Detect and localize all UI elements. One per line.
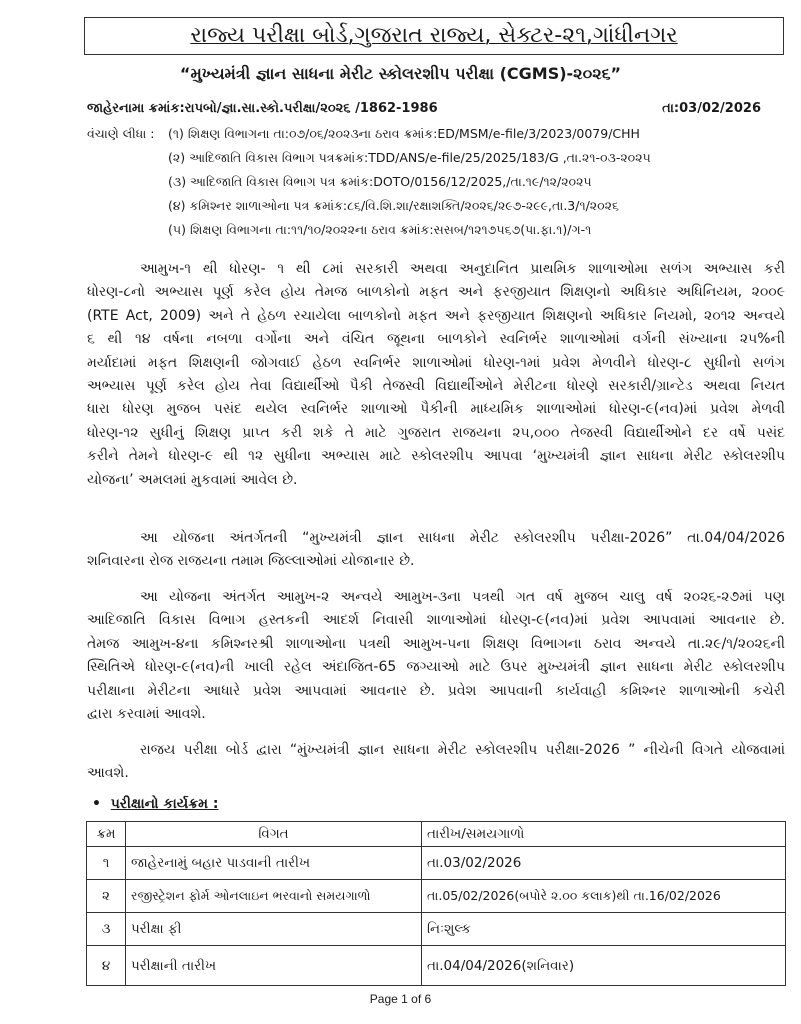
notice-number: જાહેરનામા ક્રમાંક:રાપબો/જ્ઞા.સા.સ્કો.પરીક્ષા/૨૦૨૬ /1862-1986 [87, 101, 438, 116]
reference-item: (૧) શિક્ષણ વિભાગના તા:૦૭/૦૬/૨૦૨૩ના ઠરાવ ક્રમાંક:ED/MSM/e-file/3/2023/0079/CHH [168, 126, 640, 141]
row-date: તા.05/02/2026(બપોરે ૨.૦૦ કલાક)થી તા.16/02/2026 [422, 880, 786, 913]
paragraph-line: આ યોજના અંતર્ગત આમુખ-૨ અન્વયે આમુખ-૩ના પત્રથી ગત વર્ષ મુજબ ચાલુ વર્ષ ૨૦૨૬-૨૭માં પણ [140, 589, 785, 605]
table-row [87, 913, 786, 946]
column-header: ક્રમ [87, 822, 126, 847]
schedule-table [86, 821, 786, 986]
paragraph-line: અભ્યાસ પૂર્ણ કરેલ હોય તેવા વિદ્યાર્થીઓ પૈકી તેજસ્વી વિદ્યાર્થીઓને મેરીટના ધોરણે સરકારી/ગ્રાન્ટેડ અથવા નિયત [87, 378, 785, 394]
column-header: તારીખ/સમયગાળો [422, 822, 786, 847]
paragraph-line: આ યોજના અંતર્ગતની “મુખ્યમંત્રી જ્ઞાન સાધના મેરીટ સ્કોલરશીપ પરીક્ષા-2026” તા.04/04/2026 [140, 530, 785, 546]
table-row [87, 847, 786, 880]
paragraph-line: પરીક્ષાના મેરીટના આધારે પ્રવેશ આપવામાં આવનાર છે. પ્રવેશ આપવાની કાર્યવાહી કમિશ્નર શાળાઓની કચેરી [87, 682, 785, 699]
paragraph-line: મર્યાદામાં મફત શિક્ષણની જોગવાઈ હેઠળ સ્વનિર્ભર શાળાઓમાં ધોરણ-૧માં પ્રવેશ મેળવીને ધોરણ-૮ સુધીનો સળંગ [87, 354, 785, 371]
paragraph-line: આદિજાતિ વિકાસ વિભાગ હસ્તકની આદર્શ નિવાસી શાળાઓમાં ધોરણ-૯(નવ)માં પ્રવેશ આપવામાં આવનાર છે. [87, 612, 785, 629]
row-number: ૩ [87, 913, 126, 946]
row-date: તા.03/02/2026 [422, 847, 786, 880]
row-date: નિઃશુલ્ક [422, 913, 786, 946]
paragraph-line: ધોરણ-૧૨ સુધીનું શિક્ષણ પ્રાપ્ત કરી શકે તે માટે ગુજરાત રાજયના ૨૫,૦૦૦ તેજસ્વી વિદ્યાર્થીઓને દર વર્ષે પસંદ [87, 424, 785, 441]
row-detail: પરીક્ષાની તારીખ [126, 946, 422, 986]
row-detail: જાહેરનામું બહાર પાડવાની તારીખ [126, 847, 422, 880]
row-number: ૨ [87, 880, 126, 913]
paragraph-line: ૬ થી ૧૪ વર્ષના નબળા વર્ગોના અને વંચિત જૂથના બાળકોને સ્વનિર્ભર શાળાઓમાં વર્ગની સંખ્યાના ૨૫%ની [87, 331, 785, 348]
row-number: ૧ [87, 847, 126, 880]
paragraph-line: રાજય પરીક્ષા બોર્ડ દ્વારા “મુંખ્યમંત્રી જ્ઞાન સાધના મેરીટ સ્કોલરશીપ પરીક્ષા-2026 ” નીચેની વિગતે યોજવામાં [140, 742, 785, 758]
references-label: વંચાણે લીધા : [87, 126, 155, 141]
reference-item: (૩) આદિજાતિ વિકાસ વિભાગ પત્ર ક્રમાંક:DOTO/0156/12/2025,/તા.૧૯/૧૨/૨૦૨૫ [168, 174, 592, 189]
paragraph-line: તેમજ આમુખ-૪ના કમિશ્નરશ્રી શાળાઓના પત્રથી આમુખ-૫ના શિક્ષણ વિભાગના ઠરાવ અન્વયે તા.૨૯/૧/૨૦૨૬ની [87, 635, 785, 652]
table-header-row [87, 822, 786, 847]
bullet: • [92, 796, 101, 812]
table-row [87, 946, 786, 986]
row-detail: પરીક્ષા ફી [126, 913, 422, 946]
schedule-heading-label: પરીક્ષાનો કાર્યક્રમ : [110, 796, 219, 812]
paragraph-line: ધોરણ-૮નો અભ્યાસ પૂર્ણ કરેલ હોય તેમજ બાળકોનો મફત અને ફરજીયાત શિક્ષણનો અધિકાર અધિનિયમ, ૨૦૦૯ [87, 284, 785, 301]
row-detail: રજીસ્ટ્રેશન ફોર્મ ઓનલાઇન ભરવાનો સમયગાળો [126, 880, 422, 913]
paragraph-line: આવશે. [87, 765, 129, 782]
page-number: Page 1 of 6 [369, 992, 432, 1006]
row-date: તા.04/04/2026(શનિવાર) [422, 946, 786, 986]
reference-item: (૪) કમિશ્નર શાળાઓના પત્ર ક્રમાંક:૮૬/વિ.શિ.શા/રક્ષાશક્તિ/૨૦૨૬/૨૯૭-૨૯૯,તા.3/૧/૨૦૨૬ [168, 198, 620, 213]
paragraph-line: (RTE Act, 2009) અને તે હેઠળ રચાયેલા બાળકોનો મફત અને ફરજીયાત શિક્ષણનો અધિકાર નિયમો, ૨૦૧૨ અન્વયે [87, 307, 785, 324]
table-row [87, 880, 786, 913]
board-title: રાજ્ય પરીક્ષા બોર્ડ,ગુજરાત રાજ્ય, સેક્ટર-૨૧,ગાંધીનગર [190, 23, 678, 48]
paragraph-line: આમુખ-૧ થી ધોરણ- ૧ થી ૮માં સરકારી અથવા અનુદાનિત પ્રાથમિક શાળાઓમા સળંગ અભ્યાસ કરી [140, 261, 785, 277]
paragraph-line: યોજના’ અમલમાં મુકવામાં આવેલ છે. [87, 471, 298, 488]
column-header: વિગત [126, 822, 422, 847]
reference-item: (૫) શિક્ષણ વિભાગના તા:૧૧/૧૦/૨૦૨૨ના ઠરાવ ક્રમાંક:સસબ/૧૨૧૭૫૬૭(પા.ફા.૧)/ગ-૧ [168, 222, 592, 237]
paragraph-line: ધારા ધોરણ મુજબ પસંદ થયેલ સ્વનિર્ભર શાળાઓ પૈકીની માધ્યમિક શાળાઓમાં ધોરણ-૯(નવ)માં પ્રવેશ મેળવી [87, 401, 785, 418]
paragraph-line: સ્થિતિએ ધોરણ-૯(નવ)ની ખાલી રહેલ અંદાજિત-65 જગ્યાઓ માટે ઉપર મુખ્યમંત્રી જ્ઞાન સાધના મેરીટ સ્કોલરશીપ [87, 659, 785, 676]
exam-subtitle: “મુખ્યમંત્રી જ્ઞાન સાધના મેરીટ સ્કોલરશીપ પરીક્ષા (CGMS)-૨૦૨૬” [179, 64, 622, 83]
paragraph-line: કરીને તેમને ધોરણ-૯ થી ૧૨ સુધીના અભ્યાસ માટે સ્કોલરશીપ આપવા ‘મુખ્યમંત્રી જ્ઞાન સાધના મેરીટ સ્કોલરશીપ [87, 448, 785, 465]
notice-date: તા:03/02/2026 [662, 101, 761, 116]
paragraph-line: દ્વારા કરવામાં આવશે. [87, 706, 206, 722]
title-box [84, 17, 784, 55]
schedule-heading [92, 796, 218, 812]
reference-item: (૨) આદિજાતિ વિકાસ વિભાગ પત્રક્રમાંક:TDD/ANS/e-file/25/2025/183/G ,તા.૨૧-૦૩-૨૦૨૫ [168, 150, 651, 165]
row-number: ૪ [87, 946, 126, 986]
paragraph-line: શનિવારના રોજ રાજયના તમામ જિલ્લાઓમાં યોજાનાર છે. [87, 553, 415, 570]
